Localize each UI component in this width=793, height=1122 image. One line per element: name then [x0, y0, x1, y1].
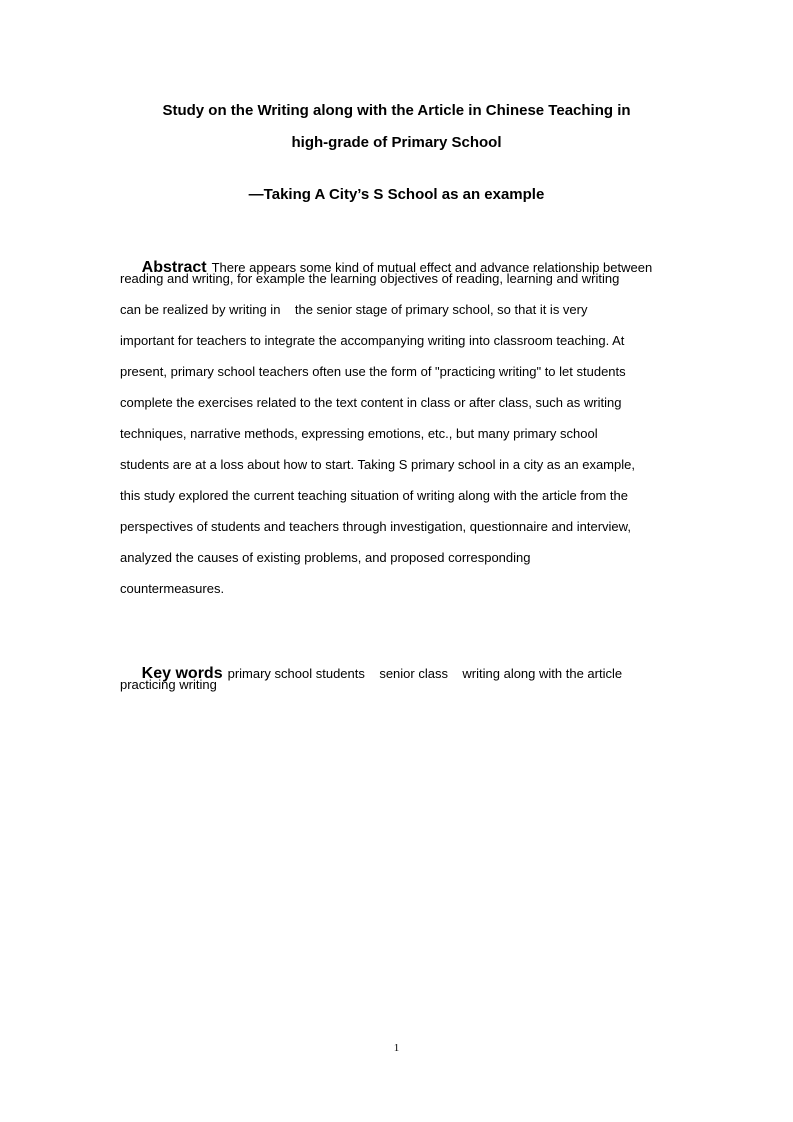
keywords-line	[120, 644, 623, 682]
abstract-line: students are at a loss about how to start. Taking S primary school in a city as an example,	[120, 457, 635, 472]
title-line-1: Study on the Writing along with the Article in Chinese Teaching in	[162, 102, 631, 119]
abstract-line: reading and writing, for example the learning objectives of reading, learning and writing	[120, 271, 620, 286]
keywords-text: primary school students senior class writing along with the article	[227, 666, 623, 681]
abstract-line: analyzed the causes of existing problems, and proposed corresponding	[120, 550, 531, 565]
abstract-line: techniques, narrative methods, expressing emotions, etc., but many primary school	[120, 426, 598, 441]
abstract-line: important for teachers to integrate the accompanying writing into classroom teaching. At	[120, 333, 625, 348]
subtitle: —Taking A City’s S School as an example	[248, 186, 545, 203]
page-number: 1	[393, 1042, 400, 1054]
abstract-line: perspectives of students and teachers through investigation, questionnaire and interview,	[120, 519, 631, 534]
title-line-2: high-grade of Primary School	[291, 134, 502, 151]
abstract-line: can be realized by writing in the senior stage of primary school, so that it is very	[120, 302, 588, 317]
keywords-line: practicing writing	[120, 677, 217, 692]
abstract-line: countermeasures.	[120, 581, 225, 596]
abstract-line	[120, 238, 653, 276]
abstract-text: There appears some kind of mutual effect and advance relationship between	[211, 260, 653, 275]
abstract-line: present, primary school teachers often use the form of "practicing writing" to let students	[120, 364, 626, 379]
abstract-heading: Abstract	[141, 259, 207, 276]
abstract-line: this study explored the current teaching situation of writing along with the article from the	[120, 488, 628, 503]
keywords-heading: Key words	[141, 665, 223, 682]
abstract-line: complete the exercises related to the text content in class or after class, such as writing	[120, 395, 622, 410]
